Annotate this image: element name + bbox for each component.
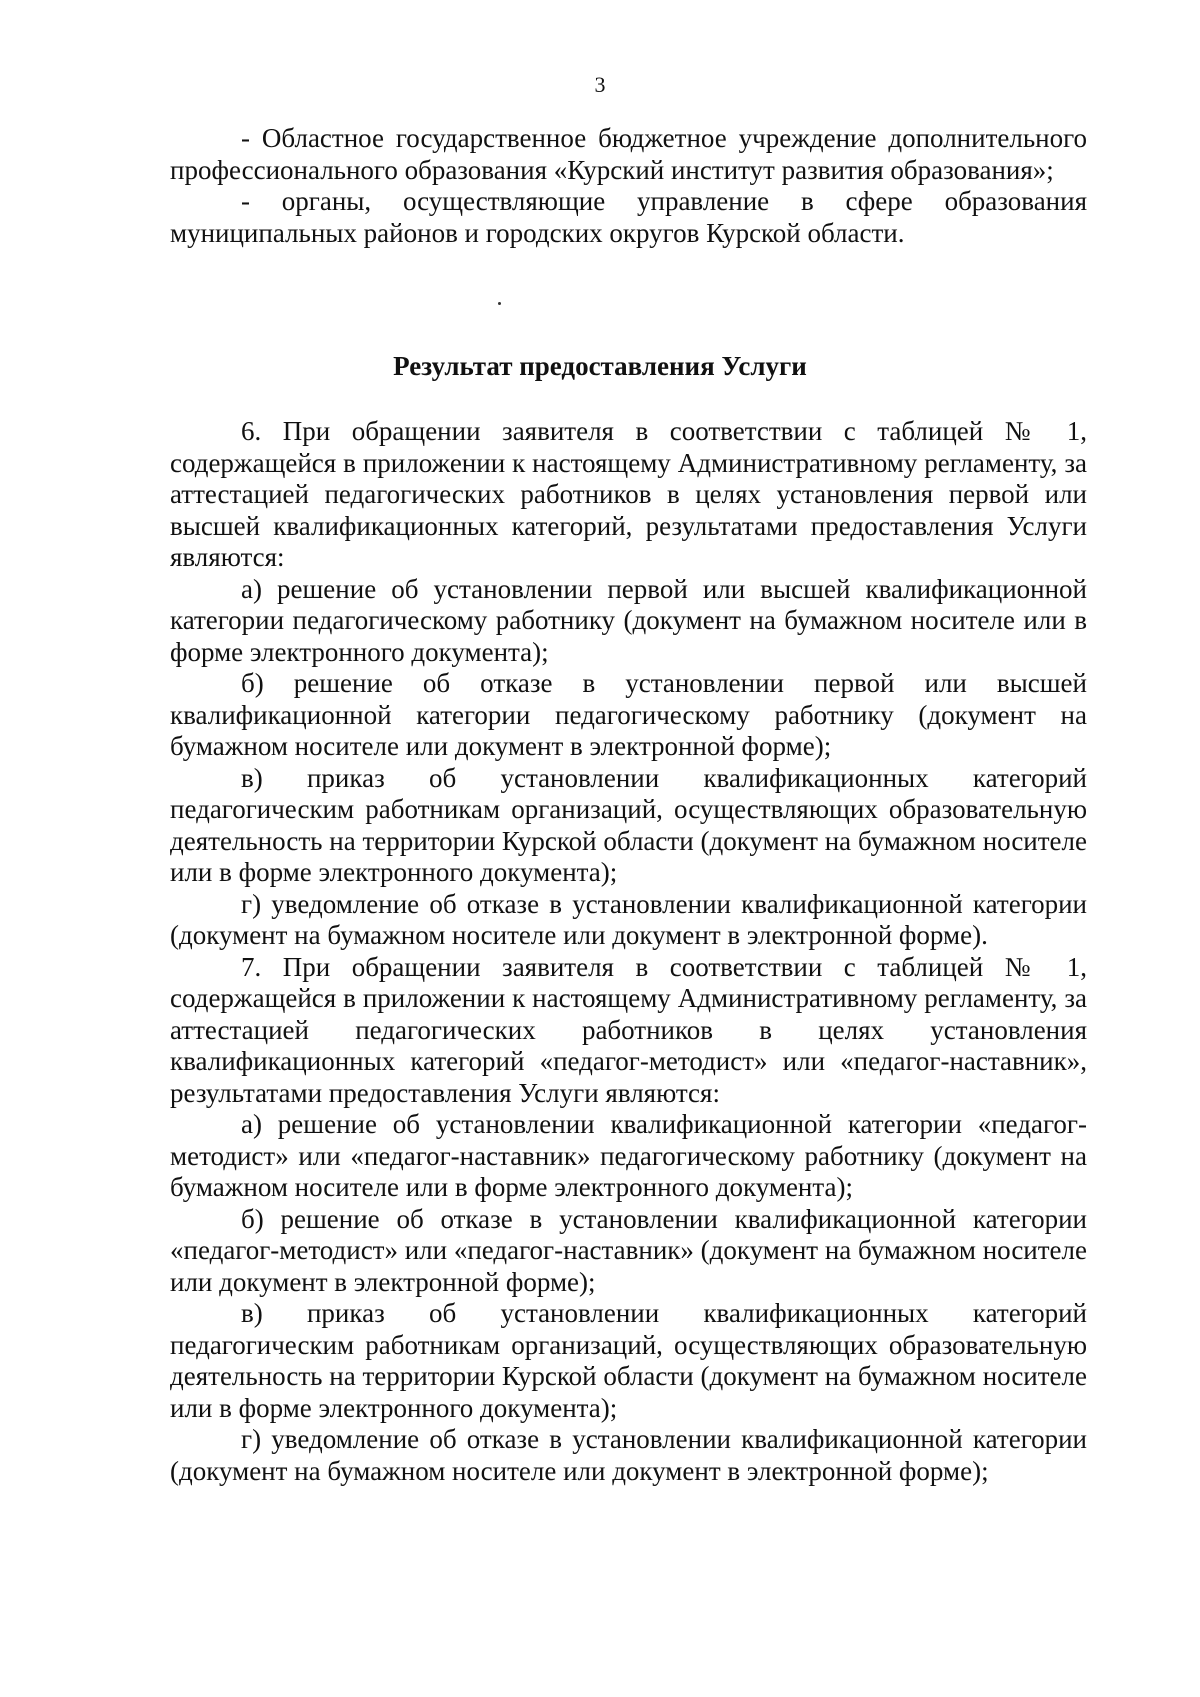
- item-6b: б) решение об отказе в установлении первой или высшей квалификационной категории педагогическому работнику (документ на бумажном носителе или документ в электронной форме);: [170, 668, 1087, 761]
- item-7g: г) уведомление об отказе в установлении квалификационной категории (документ на бумажном носителе или документ в электронной форме);: [170, 1424, 1087, 1486]
- item-7v: в) приказ об установлении квалификационных категорий педагогическим работникам организаций, осуществляющих образовательную деятельность на территории Курской области (документ на бумажном носителе или в форме электронного документа);: [170, 1298, 1087, 1423]
- scan-speck: [498, 302, 501, 305]
- page-number: 3: [594, 72, 606, 97]
- section-body: [170, 416, 1087, 1487]
- item-6v: в) приказ об установлении квалификационных категорий педагогическим работникам организаций, осуществляющих образовательную деятельность на территории Курской области (документ на бумажном носителе или в форме электронного документа);: [170, 762, 1087, 887]
- paragraph-7: 7. При обращении заявителя в соответствии с таблицей № 1, содержащейся в приложении к настоящему Административному регламенту, за аттестацией педагогических работников в целях установления квалификационных категорий «педагог-методист» или «педагог-наставник», результатами предоставления Услуги являются:: [170, 951, 1087, 1108]
- item-7a: а) решение об установлении квалификационной категории «педагог-методист» или «педагог-наставник» педагогическому работнику (документ на бумажном носителе или в форме электронного документа);: [170, 1109, 1087, 1202]
- item-6a: а) решение об установлении первой или высшей квалификационной категории педагогическому работнику (документ на бумажном носителе или в форме электронного документа);: [170, 573, 1087, 667]
- top-list-item-authorities: - органы, осуществляющие управление в сфере образования муниципальных районов и городских округов Курской области.: [170, 186, 1087, 248]
- top-list-item-institute: - Областное государственное бюджетное учреждение дополнительного профессионального образования «Курский институт развития образования»;: [170, 123, 1087, 185]
- top-list: [170, 123, 1087, 249]
- paragraph-6: 6. При обращении заявителя в соответствии с таблицей № 1, содержащейся в приложении к настоящему Административному регламенту, за аттестацией педагогических работников в целях установления первой или высшей квалификационных категорий, результатами предоставления Услуги являются:: [170, 416, 1087, 572]
- item-7b: б) решение об отказе в установлении квалификационной категории «педагог-методист» или «педагог-наставник» (документ на бумажном носителе или документ в электронной форме);: [170, 1203, 1087, 1297]
- section-heading: Результат предоставления Услуги: [393, 351, 807, 381]
- item-6g: г) уведомление об отказе в установлении квалификационной категории (документ на бумажном носителе или документ в электронной форме).: [170, 888, 1087, 950]
